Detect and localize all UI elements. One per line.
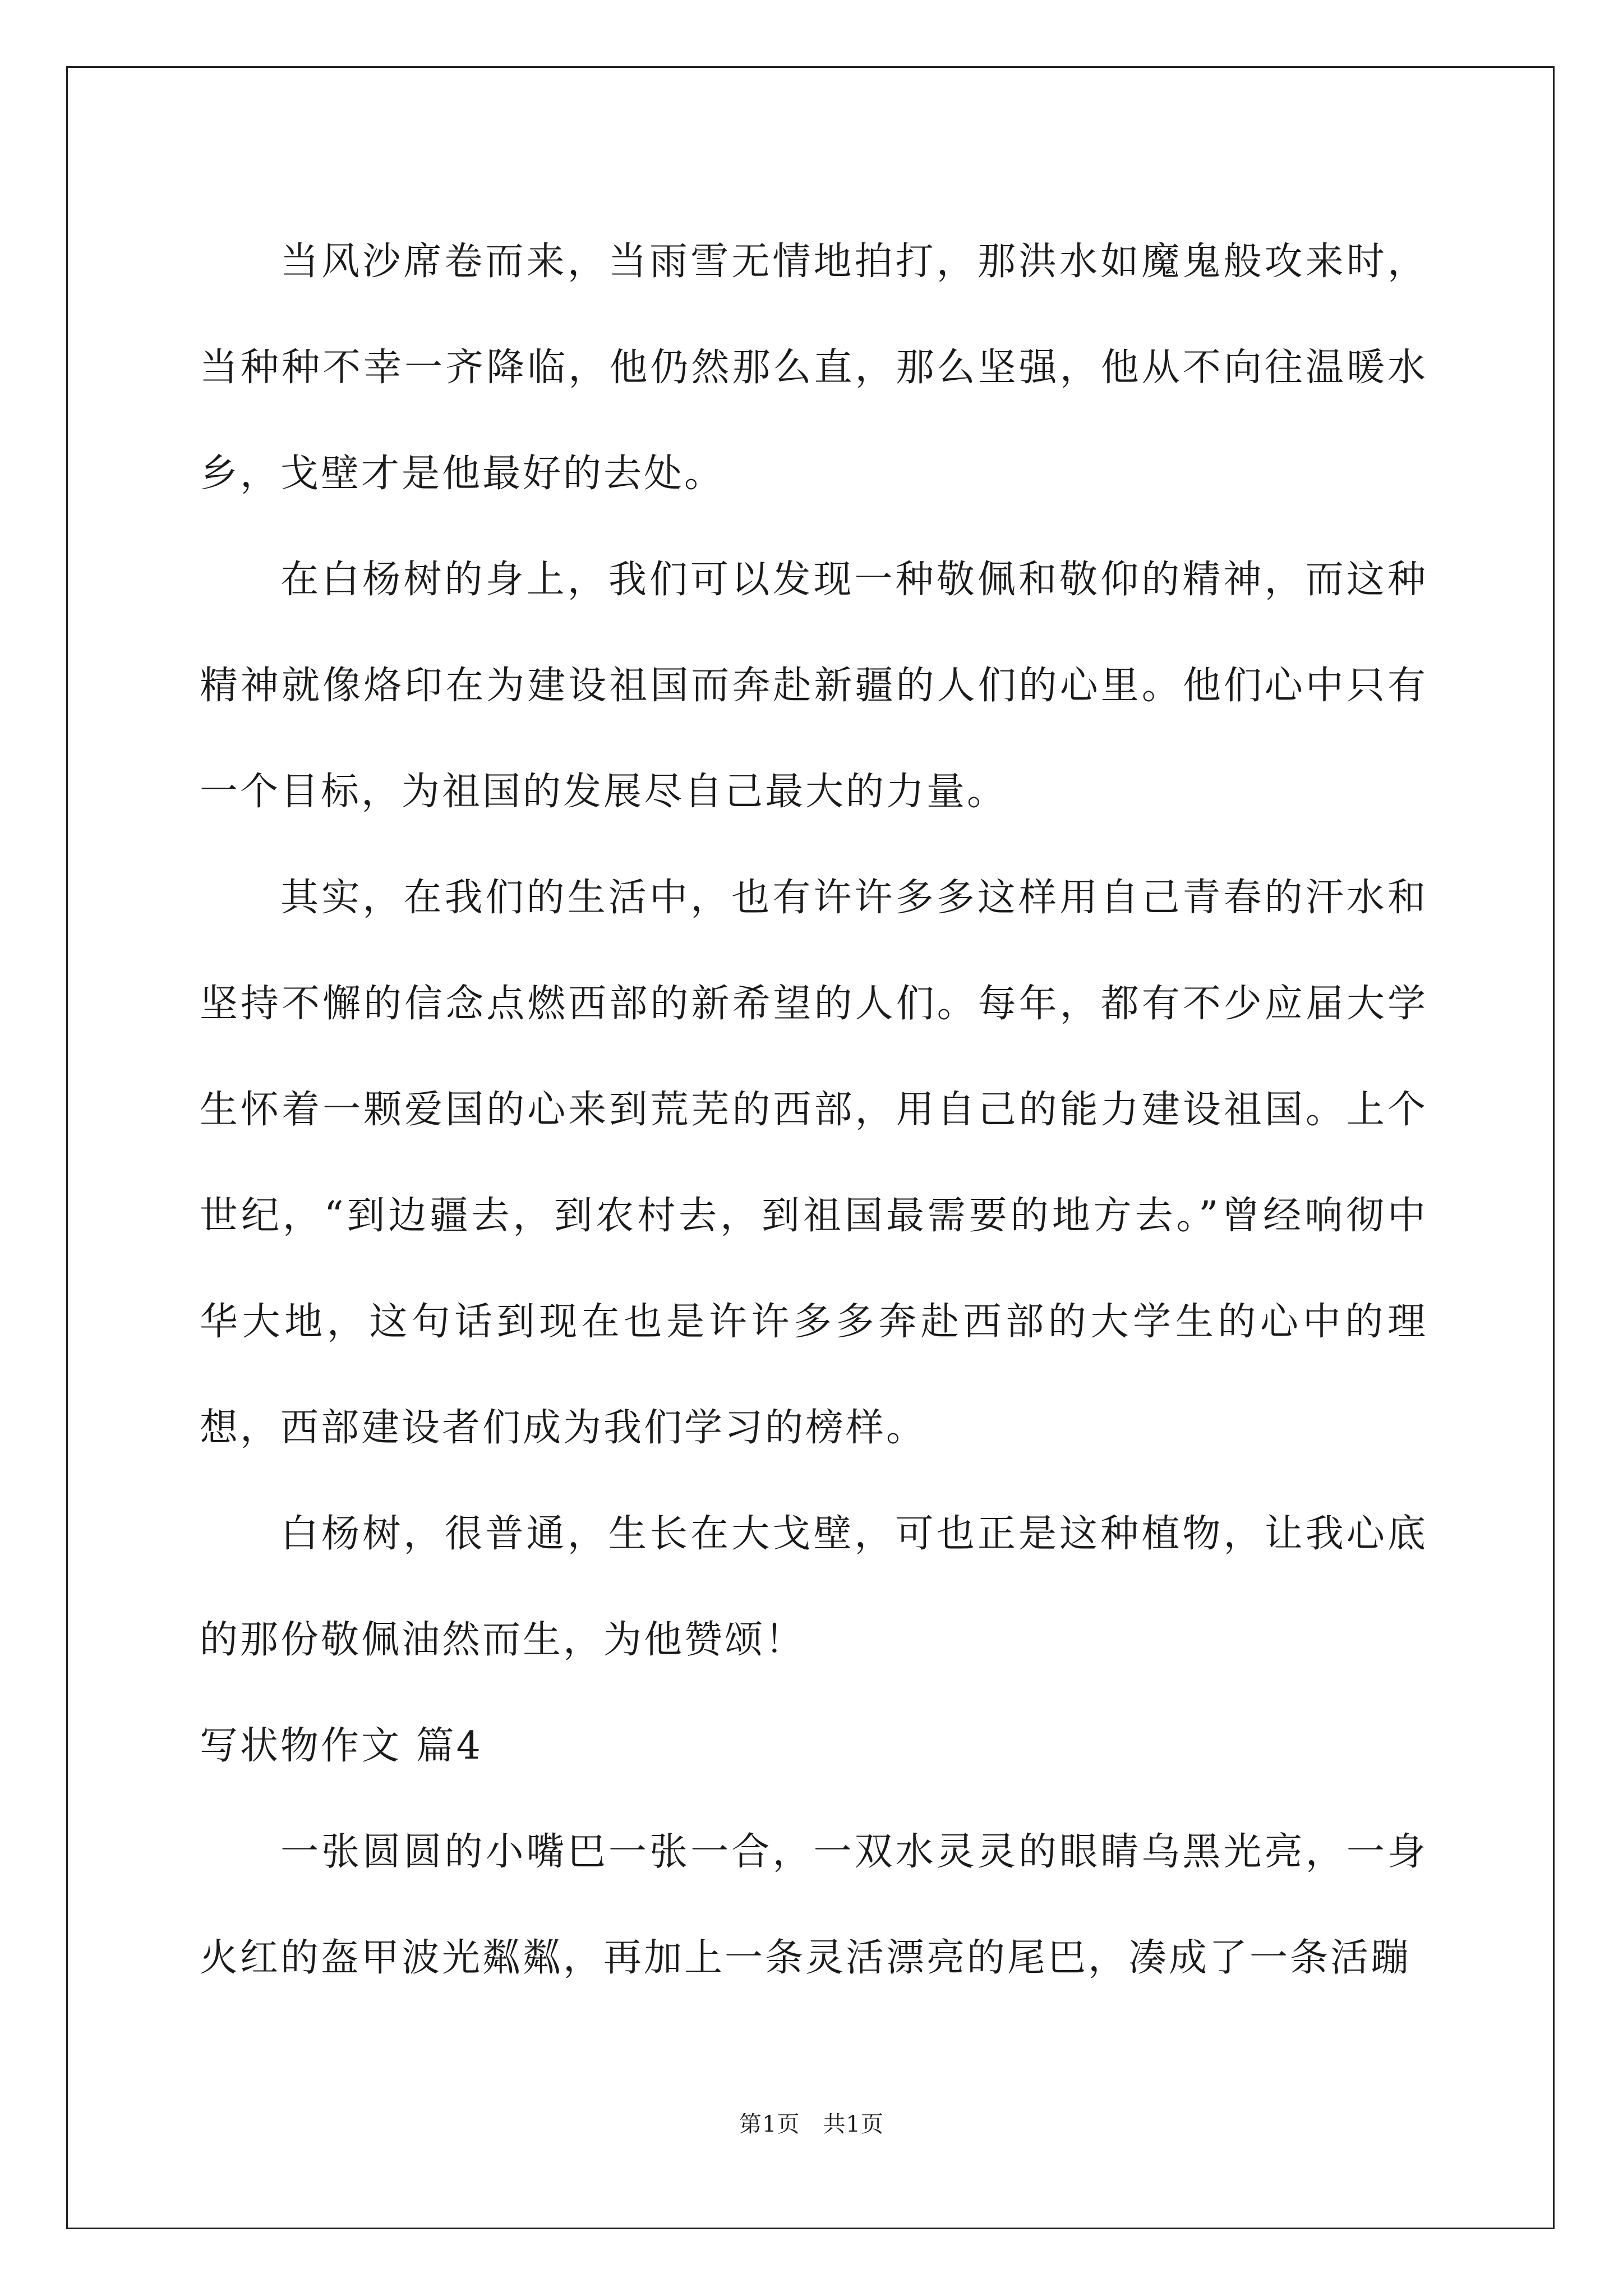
page-footer: 第1页 共1页	[739, 2111, 884, 2137]
paragraph: 一张圆圆的小嘴巴一张一合，一双水灵灵的眼睛乌黑光亮，一身火红的盔甲波光粼粼，再加上一条灵活漂亮的尾巴，凑成了一条活蹦	[200, 1830, 1428, 1980]
section-heading: 写状物作文 篇4	[200, 1724, 483, 1768]
paragraph: 当风沙席卷而来，当雨雪无情地拍打，那洪水如魔鬼般攻来时，当种种不幸一齐降临，他仍然那么直，那么坚强，他从不向往温暖水乡，戈壁才是他最好的去处。	[200, 240, 1428, 496]
document-body	[200, 209, 1428, 2011]
paragraph: 其实，在我们的生活中，也有许许多多这样用自己青春的汗水和坚持不懈的信念点燃西部的新希望的人们。每年，都有不少应届大学生怀着一颗爱国的心来到荒芜的西部，用自己的能力建设祖国。上个世纪，“到边疆去，到农村去，到祖国最需要的地方去。”曾经响彻中华大地，这句话到现在也是许许多多奔赴西部的大学生的心中的理想，西部建设者们成为我们学习的榜样。	[200, 876, 1428, 1450]
paragraph: 白杨树，很普通，生长在大戈壁，可也正是这种植物，让我心底的那份敬佩油然而生，为他赞颂！	[200, 1512, 1428, 1662]
paragraph: 在白杨树的身上，我们可以发现一种敬佩和敬仰的精神，而这种精神就像烙印在为建设祖国而奔赴新疆的人们的心里。他们心中只有一个目标，为祖国的发展尽自己最大的力量。	[200, 558, 1428, 814]
